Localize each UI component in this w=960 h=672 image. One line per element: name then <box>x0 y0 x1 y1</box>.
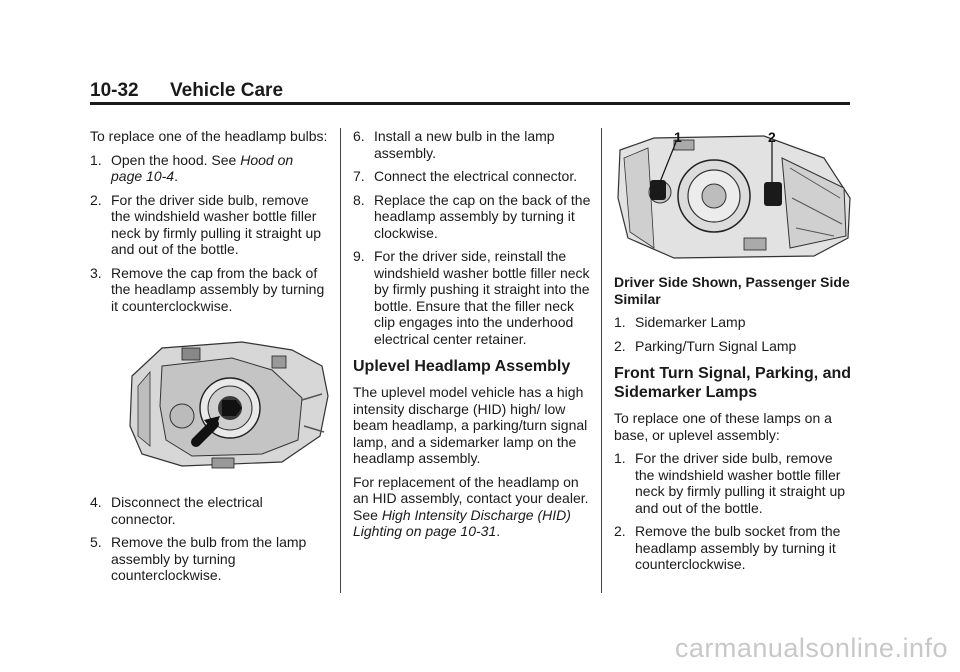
step-text: For the driver side, reinstall the windshield washer bottle filler neck by firmly pushing it straight into the bottle. Ensure that the filler neck clip engages into the underhood electrical center retainer. <box>374 248 590 347</box>
step-text: Connect the electrical connector. <box>374 168 578 184</box>
step-2 <box>90 192 328 258</box>
legend-text: Parking/Turn Signal Lamp <box>635 337 797 354</box>
column-divider <box>340 128 341 593</box>
step-number: 2. <box>90 191 102 208</box>
headlamp-rear-illustration <box>122 336 334 474</box>
step-number: 7. <box>353 168 365 184</box>
watermark: carmanualsonline.info <box>674 633 948 663</box>
step-number: 3. <box>90 264 102 281</box>
cross-reference-link[interactable]: High Intensity Discharge (HID) Lighting on page 10-31 <box>353 506 571 539</box>
step-number: 2. <box>614 523 626 539</box>
step-number: 9. <box>353 248 365 264</box>
step-text: Remove the bulb from the lamp assembly by turning counterclockwise. <box>111 534 307 583</box>
legend-number: 1. <box>614 314 626 330</box>
step-text: Disconnect the electrical connector. <box>111 494 263 527</box>
step-number: 1. <box>614 450 626 466</box>
column-3 <box>614 128 854 580</box>
column-2 <box>353 128 593 547</box>
callout-label-2: 2 <box>768 129 776 145</box>
step-number: 5. <box>90 534 102 550</box>
column-divider <box>601 128 602 593</box>
step-5 <box>90 534 328 584</box>
step-number: 8. <box>353 191 365 208</box>
step-1: 1. Open the hood. See Hood on page 10-4. <box>90 151 294 184</box>
step-text: Open the hood. See <box>111 151 241 168</box>
cross-reference-link[interactable]: Hood on page 10-4 <box>111 151 294 184</box>
step-number: 4. <box>90 494 102 510</box>
step-text: Remove the cap from the back of the headlamp assembly by turning it counterclockwise. <box>111 264 325 314</box>
step-number: 1. <box>90 151 102 168</box>
figure-caption: Driver Side Shown, Passenger Side Similar <box>614 274 850 307</box>
section-heading: Front Turn Signal, Parking, and Sidemarker Lamps <box>614 365 852 401</box>
step-8 <box>353 192 593 242</box>
step-text: For the driver side bulb, remove the windshield washer bottle filler neck by firmly pulling it straight up and out of the bottle. <box>635 450 846 516</box>
step-7 <box>353 168 593 185</box>
step-text: For the driver side bulb, remove the windshield washer bottle filler neck by firmly pulling it straight up and out of the bottle. <box>111 191 322 257</box>
intro-text: To replace one of the headlamp bulbs: <box>90 128 328 144</box>
step-text: Replace the cap on the back of the headlamp assembly by turning it clockwise. <box>374 191 591 241</box>
step-text: Install a new bulb in the lamp assembly. <box>374 128 555 161</box>
step-3 <box>90 265 328 315</box>
step-number: 6. <box>353 128 365 144</box>
step-4 <box>90 494 328 527</box>
header-rule <box>90 102 850 105</box>
step-2 <box>614 523 854 573</box>
legend-item <box>614 314 854 331</box>
section-title: Vehicle Care <box>170 80 284 101</box>
step-9 <box>353 248 593 347</box>
section-heading: Uplevel Headlamp Assembly <box>353 358 571 375</box>
step-text: Remove the bulb socket from the headlamp assembly by turning it counterclockwise. <box>635 523 841 572</box>
headlamp-assembly-illustration <box>614 128 854 264</box>
legend-number: 2. <box>614 337 626 354</box>
paragraph: For replacement of the headlamp on an HID assembly, contact your dealer. See High Intensity Discharge (HID) Lighting on page 10-31. <box>353 473 589 539</box>
step-1 <box>614 450 854 516</box>
page-number: 10-32 <box>90 80 139 101</box>
step-6 <box>353 128 593 161</box>
legend-item <box>614 338 854 355</box>
callout-label-1: 1 <box>674 129 682 145</box>
intro-text: To replace one of these lamps on a base, or uplevel assembly: <box>614 410 832 443</box>
legend-text: Sidemarker Lamp <box>635 314 746 330</box>
paragraph: The uplevel model vehicle has a high intensity discharge (HID) high/ low beam headlamp, a parking/turn signal lamp, and a sidemarker lamp on the headlamp assembly. <box>353 384 588 466</box>
column-1 <box>90 128 328 591</box>
